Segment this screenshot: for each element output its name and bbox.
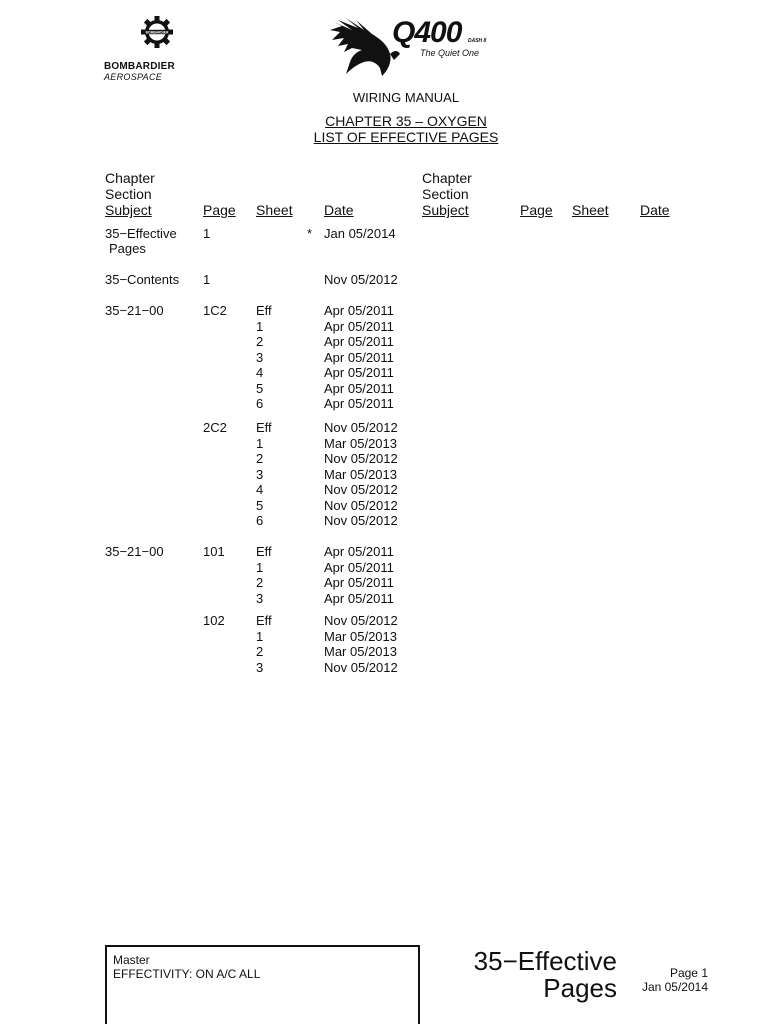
- entry-sheet: 2: [256, 644, 264, 659]
- entry-sheet: 6: [256, 513, 264, 528]
- entry-subject: 35−21−00: [105, 303, 164, 318]
- col-header-sheet-right: Sheet: [572, 202, 609, 218]
- col-header-chapter-right: Chapter: [422, 170, 472, 186]
- col-header-section-right: Section: [422, 186, 469, 202]
- entry-sheet: 1: [256, 559, 264, 575]
- entry-date: Nov 05/2012: [324, 497, 398, 513]
- entry-date: Apr 05/2011: [324, 559, 394, 575]
- entry-sheet: Eff: [256, 420, 272, 435]
- entry-sheet: 2: [256, 575, 264, 590]
- entry-sheet: Eff: [256, 303, 272, 318]
- entry-date: Mar 05/2013: [324, 435, 397, 451]
- entry-sheet: Eff: [256, 544, 272, 559]
- entry-sheet: 4: [256, 482, 264, 497]
- entry-subject-continued: Pages: [109, 241, 146, 256]
- entry-date: Mar 05/2013: [324, 628, 397, 644]
- entry-sheet: 2: [256, 451, 264, 466]
- col-header-chapter: Chapter: [105, 170, 155, 186]
- revision-date: Jan 05/2014: [641, 980, 708, 994]
- aircraft-dash-label: DASH 8: [468, 38, 487, 44]
- master-label: Master: [113, 953, 150, 967]
- effectivity-text: EFFECTIVITY: ON A/C ALL: [113, 967, 261, 981]
- lep-title: LIST OF EFFECTIVE PAGES: [313, 129, 499, 145]
- entry-sheet: 2: [256, 334, 264, 349]
- company-subtitle: AEROSPACE: [104, 72, 163, 82]
- entry-sheet: 3: [256, 590, 264, 606]
- entry-date: Apr 05/2011: [324, 365, 394, 380]
- entry-date: Apr 05/2011: [324, 380, 394, 396]
- changed-marker: *: [307, 226, 313, 241]
- entry-date: Nov 05/2012: [324, 272, 398, 287]
- entry-date: Nov 05/2012: [324, 482, 398, 497]
- col-header-section: Section: [105, 186, 152, 202]
- entry-sheet: 3: [256, 349, 264, 365]
- entry-date: Nov 05/2012: [324, 420, 398, 435]
- entry-date: Jan 05/2014: [324, 226, 396, 241]
- entry-date: Nov 05/2012: [324, 513, 398, 528]
- entry-sheet: 1: [256, 435, 264, 451]
- entry-subject: 35−Contents: [105, 272, 180, 287]
- col-header-date: Date: [324, 202, 354, 218]
- entry-date: Mar 05/2013: [324, 644, 397, 659]
- entry-subject: 35−Effective: [105, 226, 177, 241]
- entry-date: Apr 05/2011: [324, 303, 394, 318]
- footer-section-title: 35−Effective: [473, 946, 617, 976]
- col-header-date-right: Date: [640, 202, 670, 218]
- entry-date: Nov 05/2012: [324, 451, 398, 466]
- col-header-page-right: Page: [520, 202, 553, 218]
- col-header-sheet: Sheet: [256, 202, 293, 218]
- entry-sheet: 1: [256, 318, 264, 334]
- entry-date: Nov 05/2012: [324, 613, 398, 628]
- col-header-subject-right: Subject: [422, 202, 469, 218]
- aircraft-logo: Q400: [392, 16, 462, 49]
- entry-date: Mar 05/2013: [324, 466, 397, 482]
- entry-page: 1C2: [203, 303, 227, 318]
- aircraft-tagline: The Quiet One: [420, 48, 480, 58]
- col-header-subject: Subject: [105, 202, 152, 218]
- entry-page: 1: [203, 226, 211, 241]
- page-number: Page 1: [669, 966, 708, 980]
- entry-date: Apr 05/2011: [324, 544, 394, 559]
- entry-sheet: 3: [256, 659, 264, 675]
- entry-sheet: 1: [256, 628, 264, 644]
- entry-page: 101: [203, 544, 225, 559]
- entry-sheet: 5: [256, 497, 264, 513]
- entry-subject: 35−21−00: [105, 544, 164, 559]
- entry-date: Apr 05/2011: [324, 318, 394, 334]
- entry-date: Nov 05/2012: [324, 659, 398, 675]
- bombardier-logo-text: BOMBARDIER: [145, 30, 169, 35]
- entry-sheet: 4: [256, 365, 264, 380]
- entry-page: 102: [203, 613, 225, 628]
- company-name: BOMBARDIER: [104, 61, 175, 72]
- entry-page: 2C2: [203, 420, 227, 435]
- chapter-title: CHAPTER 35 – OXYGEN: [325, 113, 487, 129]
- col-header-page: Page: [203, 202, 236, 218]
- entry-date: Apr 05/2011: [324, 334, 394, 349]
- entry-sheet: 3: [256, 466, 264, 482]
- effectivity-box: [105, 945, 420, 1024]
- manual-title: WIRING MANUAL: [352, 90, 460, 105]
- entry-sheet: 6: [256, 396, 264, 411]
- entry-sheet: Eff: [256, 613, 272, 628]
- entry-sheet: 5: [256, 380, 264, 396]
- entry-date: Apr 05/2011: [324, 590, 394, 606]
- entry-date: Apr 05/2011: [324, 575, 394, 590]
- entry-date: Apr 05/2011: [324, 349, 394, 365]
- entry-date: Apr 05/2011: [324, 396, 394, 411]
- footer-section-title-continued: Pages: [543, 973, 617, 1003]
- entry-page: 1: [203, 272, 211, 287]
